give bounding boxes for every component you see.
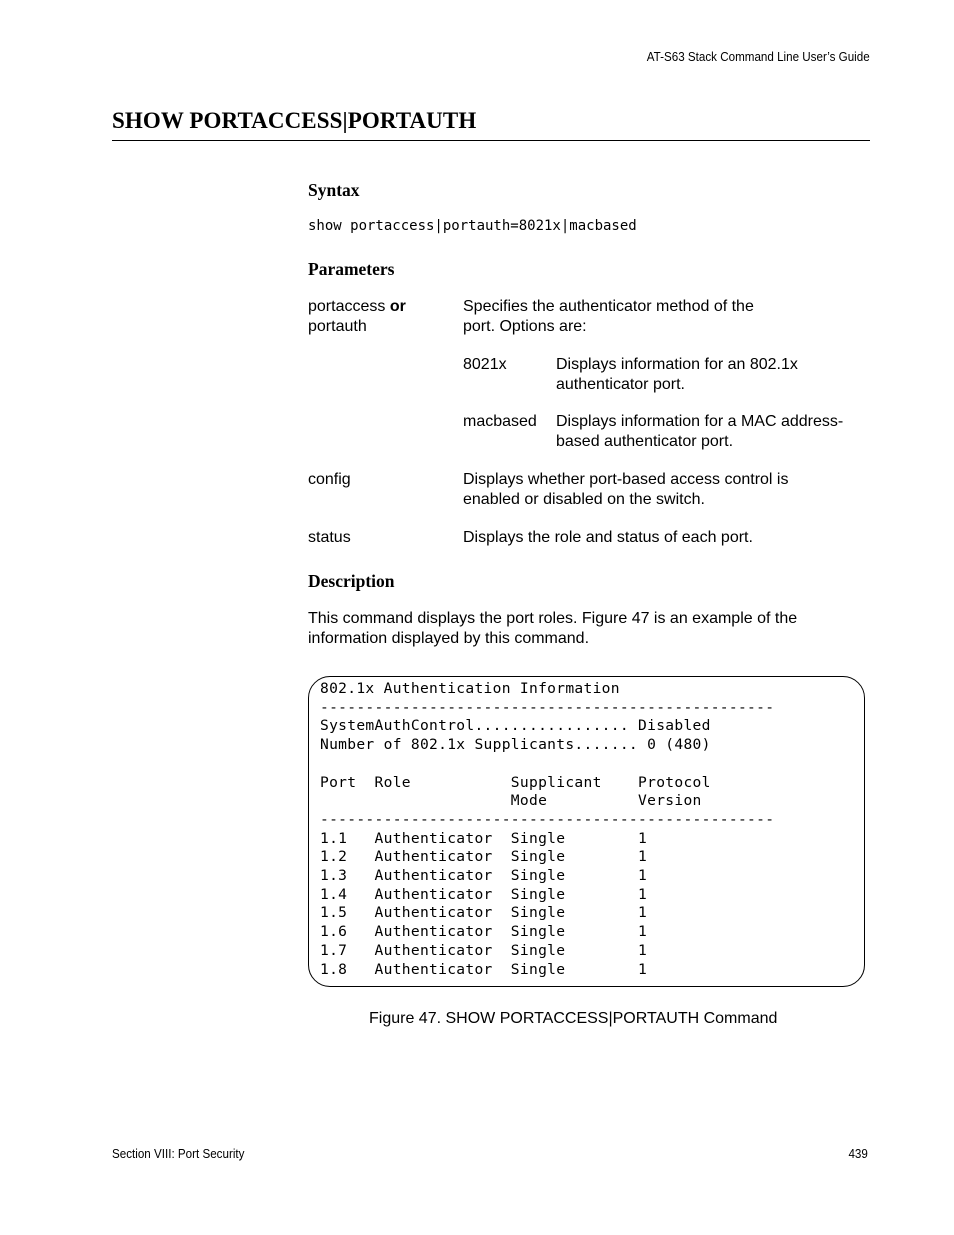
- param-desc-line: enabled or disabled on the switch.: [463, 491, 705, 508]
- param-desc-portaccess: [463, 297, 754, 337]
- option-name-8021x: 8021x: [463, 356, 507, 373]
- figure-caption: Figure 47. SHOW PORTACCESS|PORTAUTH Command: [369, 1010, 778, 1027]
- param-desc-line: Displays whether port-based access control is: [463, 471, 789, 488]
- option-desc-8021x: [556, 355, 798, 395]
- footer-page-number: 439: [848, 1147, 868, 1161]
- param-name-or: or: [389, 298, 406, 315]
- param-name-config: config: [308, 471, 351, 488]
- syntax-command: show portaccess|portauth=8021x|macbased: [308, 218, 637, 234]
- param-desc-config: [463, 470, 788, 510]
- description-text: [308, 609, 797, 649]
- page-title: SHOW PORTACCESS|PORTAUTH: [112, 108, 477, 133]
- footer-section: Section VIII: Port Security: [112, 1147, 245, 1161]
- option-desc-line: based authenticator port.: [556, 433, 734, 450]
- param-name-portaccess: [308, 297, 406, 337]
- option-desc-macbased: [556, 412, 843, 452]
- option-name-macbased: macbased: [463, 413, 537, 430]
- description-heading: Description: [308, 571, 395, 591]
- option-desc-line: Displays information for an 802.1x: [556, 356, 798, 373]
- description-line: information displayed by this command.: [308, 630, 590, 647]
- option-desc-line: authenticator port.: [556, 376, 685, 393]
- option-desc-line: Displays information for a MAC address-: [556, 413, 844, 430]
- param-desc-line: port. Options are:: [463, 318, 587, 335]
- figure-command-output: 802.1x Authentication Information -------------------------------------------------- SystemAuthControl................. Disabled Number of 802.1x Supplicants....... 0 (480) Port Role Supplicant Protocol Mode Version -------------------------------------------------- 1.1 Authenticator Single 1 1.2 Authenticator Single 1 1.3 Authenticator Single 1 1.4 Authenticator Single 1 1.5 Authenticator Single 1 1.6 Authenticator Single 1 1.7 Authenticator Single 1 1.8 Authenticator Single 1: [320, 680, 775, 978]
- heading-divider: [112, 140, 870, 141]
- param-desc-status: Displays the role and status of each port.: [463, 529, 753, 546]
- running-header-title: AT-S63 Stack Command Line User’s Guide: [647, 50, 870, 64]
- param-desc-line: Specifies the authenticator method of the: [463, 298, 754, 315]
- param-name-status: status: [308, 529, 351, 546]
- param-name-part2: portauth: [308, 318, 367, 335]
- parameters-heading: Parameters: [308, 259, 395, 279]
- syntax-heading: Syntax: [308, 180, 360, 200]
- description-line: This command displays the port roles. Figure 47 is an example of the: [308, 610, 798, 627]
- param-name-part1: portaccess: [308, 298, 390, 315]
